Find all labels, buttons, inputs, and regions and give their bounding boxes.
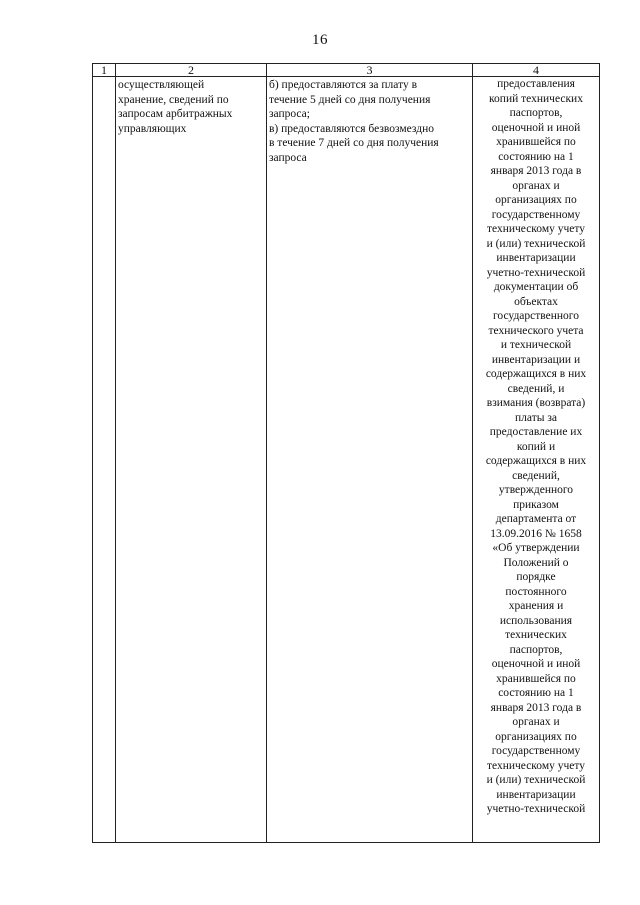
column-header-2: 2 bbox=[116, 64, 267, 77]
cell-col-4-text: предоставления копий технических паспортов, оценочной и иной хранившейся по состоянию на 1 января 2013 года в органах и организациях по государственному техническому учету и (или) технической инвентаризации учетно-технической документации об объектах государственного технического учета и технической инвентаризации и содержащихся в них сведений, и взимания (возврата) платы за предоставление их копий и содержащихся в них сведений, утвержденного приказом департамента от 13.09.2016 № 1658 «Об утверждении Положений о порядке постоянного хранения и использования технических паспортов, оценочной и иной хранившейся по состоянию на 1 января 2013 года в органах и организациях по государственному техническому учету и (или) технической инвентаризации учетно-технической bbox=[485, 78, 587, 815]
table-row bbox=[93, 77, 600, 843]
column-header-3: 3 bbox=[267, 64, 473, 77]
column-header-4: 4 bbox=[473, 64, 600, 77]
cell-col-1 bbox=[93, 77, 116, 843]
cell-col-2 bbox=[116, 77, 267, 843]
column-header-1: 1 bbox=[93, 64, 116, 77]
cell-col-3-text: б) предоставляются за плату в течение 5 дней со дня получения запроса; в) предоставляются безвозмездно в течение 7 дней со дня получения запроса bbox=[269, 79, 439, 164]
page-number: 16 bbox=[312, 32, 328, 48]
cell-col-2-text: осуществляющей хранение, сведений по запросам арбитражных управляющих bbox=[118, 79, 233, 135]
table-header-row bbox=[93, 64, 600, 77]
cell-col-4 bbox=[473, 77, 600, 843]
cell-col-1-text bbox=[93, 77, 115, 78]
cell-col-3 bbox=[267, 77, 473, 843]
document-table bbox=[92, 63, 600, 843]
